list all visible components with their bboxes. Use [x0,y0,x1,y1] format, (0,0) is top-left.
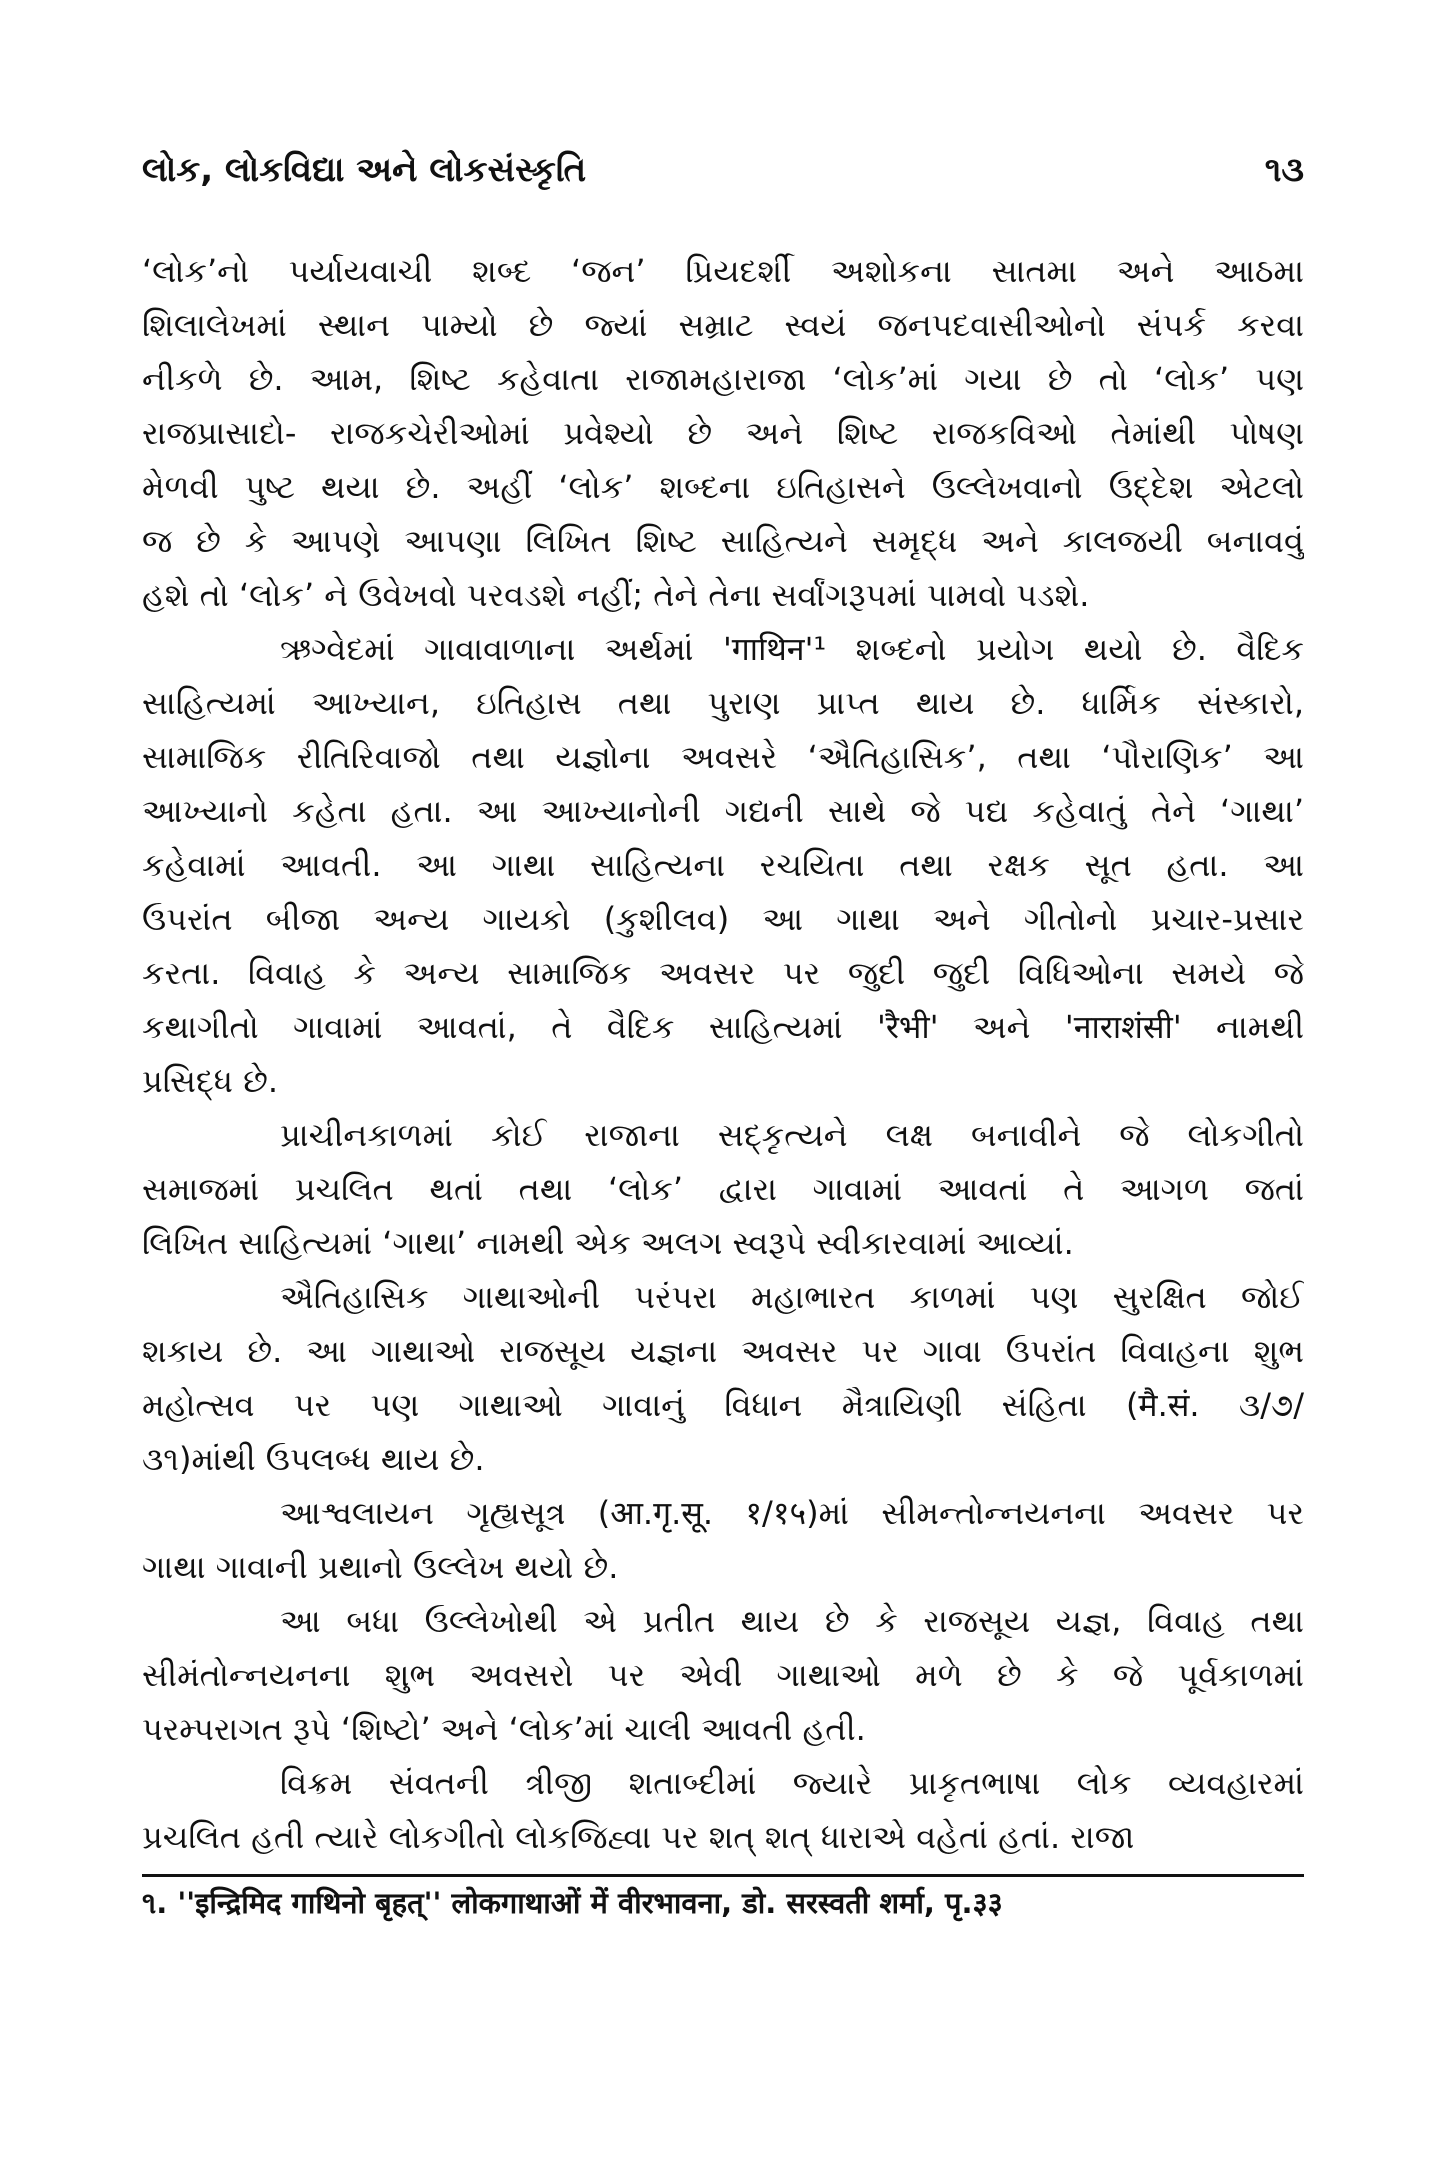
footnote: ૧. ''इन्द्रिमिद गाथिनो बृहत्'' लोकगाथाओं में वीरभावना, डो. सरस्वती शर्मा, पृ.३३ [142,1886,1003,1920]
body-text [142,244,1304,1864]
text-line: આખ્યાનો કહેતા હતા. આ આખ્યાનોની ગદ્યની સાથે જે પદ્ય કહેવાતું તેને ‘ગાથા’ [142,792,1304,830]
text-line: ઐતિહાસિક ગાથાઓની પરંપરા મહાભારત કાળમાં પણ સુરક્ષિત જોઈ [280,1278,1304,1316]
paragraph [142,1108,1304,1270]
text-line: નીકળે છે. આમ, શિષ્ટ કહેવાતા રાજામહારાજા ‘લોક’માં ગયા છે તો ‘લોક’ પણ [142,360,1304,398]
text-line: કહેવામાં આવતી. આ ગાથા સાહિત્યના રચયિતા તથા રક્ષક સૂત હતા. આ [142,846,1304,884]
text-line: સીમંતોન્નયનના શુભ અવસરો પર એવી ગાથાઓ મળે છે કે જે પૂર્વકાળમાં [142,1656,1304,1694]
text-line: રાજપ્રાસાદો- રાજકચેરીઓમાં પ્રવેશ્યો છે અને શિષ્ટ રાજકવિઓ તેમાંથી પોષણ [142,414,1304,452]
text-line: લિખિત સાહિત્યમાં ‘ગાથા’ નામથી એક અલગ સ્વરૂપે સ્વીકારવામાં આવ્યાં. [142,1224,1074,1262]
text-line: ‘લોક’નો પર્યાયવાચી શબ્દ ‘જન’ પ્રિયદર્શી અશોકના સાતમા અને આઠમા [142,252,1304,290]
text-line: પ્રસિદ્ધ છે. [142,1062,279,1100]
text-line: સામાજિક રીતિરિવાજો તથા યજ્ઞોના અવસરે ‘ઐતિહાસિક’, તથા ‘પૌરાણિક’ આ [142,738,1304,776]
text-line: કરતા. વિવાહ કે અન્ય સામાજિક અવસર પર જુદી જુદી વિધિઓના સમયે જે [142,954,1304,992]
text-line: આ બધા ઉલ્લેખોથી એ પ્રતીત થાય છે કે રાજસૂય યજ્ઞ, વિવાહ તથા [280,1602,1304,1640]
chapter-title: લોક, લોકવિદ્યા અને લોકસંસ્કૃતિ [142,150,587,190]
text-line: ૩૧)માંથી ઉપલબ્ધ થાય છે. [142,1440,485,1478]
paragraph [142,1594,1304,1756]
text-line: શકાય છે. આ ગાથાઓ રાજસૂય યજ્ઞના અવસર પર ગાવા ઉપરાંત વિવાહના શુભ [142,1332,1304,1370]
text-line: મેળવી પુષ્ટ થયા છે. અહીં ‘લોક’ શબ્દના ઇતિહાસને ઉલ્લેખવાનો ઉદ્દેશ એટલો [142,468,1304,506]
text-line: સાહિત્યમાં આખ્યાન, ઇતિહાસ તથા પુરાણ પ્રાપ્ત થાય છે. ધાર્મિક સંસ્કારો, [142,684,1304,722]
paragraph [142,1270,1304,1486]
text-line: આશ્વલાયન ગૃહ્યસૂત્ર (आ.गृ.सू. १/१५)માં સીમન્તોન્નયનના અવસર પર [280,1494,1304,1532]
text-line: સમાજમાં પ્રચલિત થતાં તથા ‘લોક’ દ્વારા ગાવામાં આવતાં તે આગળ જતાં [142,1170,1304,1208]
paragraph [142,1486,1304,1594]
text-line: ગાથા ગાવાની પ્રથાનો ઉલ્લેખ થયો છે. [142,1548,619,1586]
text-line: ઉપરાંત બીજા અન્ય ગાયકો (કુશીલવ) આ ગાથા અને ગીતોનો પ્રચાર-પ્રસાર [142,900,1304,938]
book-page [142,150,1304,1929]
text-line: શિલાલેખમાં સ્થાન પામ્યો છે જ્યાં સમ્રાટ સ્વયં જનપદવાસીઓનો સંપર્ક કરવા [142,306,1304,344]
text-line: હશે તો ‘લોક’ ને ઉવેખવો પરવડશે નહીં; તેને તેના સર્વાંગરૂપમાં પામવો પડશે. [142,576,1090,614]
text-line: કથાગીતો ગાવામાં આવતાં, તે વૈદિક સાહિત્યમાં 'रैभी' અને 'नाराशंसी' નામથી [142,1008,1304,1046]
text-line: પરમ્પરાગત રૂપે ‘શિષ્ટો’ અને ‘લોક’માં ચાલી આવતી હતી. [142,1710,866,1748]
text-line: વિક્રમ સંવતની ત્રીજી શતાબ્દીમાં જ્યારે પ્રાકૃતભાષા લોક વ્યવહારમાં [280,1764,1304,1802]
paragraph [142,622,1304,1108]
page-number: ૧૩ [1264,150,1304,190]
paragraph [142,1756,1304,1864]
text-line: જ છે કે આપણે આપણા લિખિત શિષ્ટ સાહિત્યને સમૃદ્ધ અને કાલજયી બનાવવું [142,522,1304,560]
text-line: પ્રાચીનકાળમાં કોઈ રાજાના સદ્કૃત્યને લક્ષ બનાવીને જે લોકગીતો [280,1116,1304,1154]
text-line: મહોત્સવ પર પણ ગાથાઓ ગાવાનું વિધાન મૈત્રાયિણી સંહિતા (मै.सं. ૩/૭/ [142,1386,1304,1424]
paragraph [142,244,1304,622]
text-line: પ્રચલિત હતી ત્યારે લોકગીતો લોકજિહ્વા પર શત્ શત્ ધારાએ વહેતાં હતાં. રાજા [142,1818,1135,1856]
text-line: ઋગ્વેદમાં ગાવાવાળાના અર્થમાં 'गाथिन'¹ શબ્દનો પ્રયોગ થયો છે. વૈદિક [280,630,1304,668]
running-header [142,150,1304,210]
